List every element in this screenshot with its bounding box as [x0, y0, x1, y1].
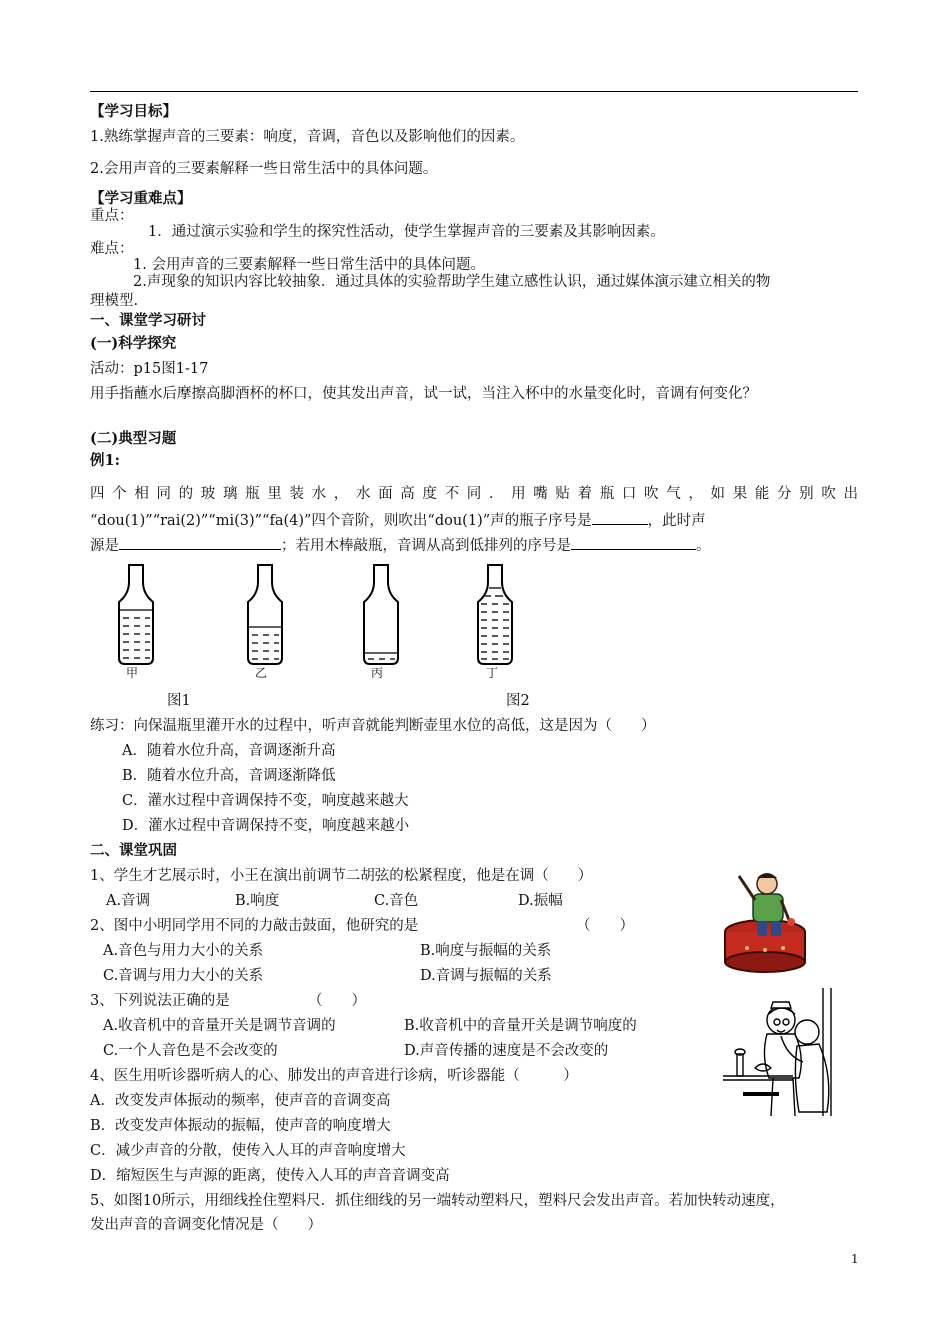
q4-text: 4、医生用听诊器听病人的心、肺发出的声音进行诊病，听诊器能（ ）: [90, 1068, 578, 1084]
bottle-ding: [478, 565, 512, 664]
q1-option-a: A.音调: [106, 893, 151, 909]
q3-option-c: C.一个人音色是不会改变的: [103, 1043, 278, 1059]
bottle-label-yi: 乙: [255, 666, 268, 680]
bottle-bing: [364, 565, 398, 664]
header-rule: [90, 91, 858, 92]
practice-option-b: B．随着水位升高，音调逐渐降低: [122, 768, 336, 784]
activity-label: 活动：p15图1-17: [90, 361, 209, 377]
figure-2-caption: 图2: [506, 693, 530, 709]
q5-line2: 发出声音的音调变化情况是（ ）: [90, 1217, 322, 1233]
q2-text: 2、图中小明同学用不同的力敲击鼓面，他研究的是: [90, 918, 419, 934]
example-line2a: “dou(1)”“rai(2)”“mi(3)”“fa(4)”四个音阶，则吹出“dou(1)”声的瓶子序号是: [90, 513, 592, 529]
bottle-ding-water: [481, 588, 509, 659]
practice-question: 练习：向保温瓶里灌开水的过程中，听声音就能判断壶里水位的高低，这是因为（ ）: [90, 718, 656, 734]
hard-label: 难点：: [90, 241, 134, 257]
q3-paren: （ ）: [308, 993, 366, 1009]
q1-option-b: B.响度: [235, 893, 280, 909]
goal-item-1: 1.熟练掌握声音的三要素：响度，音调，音色以及影响他们的因素。: [90, 129, 525, 145]
bottle-jia: [119, 565, 153, 664]
bottle-label-bing: 丙: [371, 666, 384, 680]
example-label: 例1:: [90, 452, 120, 469]
q2-paren: （ ）: [576, 918, 634, 934]
example-line3b: ；若用木棒敲瓶，音调从高到低排列的序号是: [281, 538, 571, 554]
q1-option-d: D.振幅: [518, 893, 563, 909]
activity-text: 用手指蘸水后摩擦高脚酒杯的杯口，使其发出声音，试一试，当注入杯中的水量变化时，音调有何变化？: [90, 386, 757, 402]
hard-item-1: 1. 会用声音的三要素解释一些日常生活中的具体问题。: [133, 257, 485, 273]
example-line3c: 。: [696, 538, 711, 554]
answer-blank-1[interactable]: [592, 510, 648, 525]
practice-option-d: D．灌水过程中音调保持不变，响度越来越小: [122, 818, 410, 834]
bottle-bing-water: [365, 653, 397, 659]
doctor-stethoscope-illustration: [723, 986, 843, 1121]
q3-option-a: A.收音机中的音量开关是调节音调的: [103, 1018, 336, 1034]
bottle-yi-water: [249, 627, 281, 659]
q4-option-d: D．缩短医生与声源的距离，使传入人耳的声音音调变高: [90, 1168, 450, 1184]
q4-option-a: A．改变发声体振动的频率，使声音的音调变高: [90, 1093, 391, 1109]
example-line2b: ，此时声: [647, 513, 706, 529]
bottle-label-jia: 甲: [126, 666, 139, 680]
part1-sub2: (二)典型习题: [90, 430, 177, 447]
q2-option-a: A.音色与用力大小的关系: [103, 943, 264, 959]
part1-title: 一、课堂学习研讨: [90, 312, 206, 329]
bottles-figure: [105, 560, 545, 685]
q1-text: 1、学生才艺展示时，小王在演出前调节二胡弦的松紧程度，他是在调（ ）: [90, 868, 593, 884]
q4-option-c: C．减少声音的分散，使传入人耳的声音响度增大: [90, 1143, 406, 1159]
bottle-jia-water: [120, 610, 152, 658]
hard-item-2-line2: 理模型.: [90, 293, 139, 309]
key-title: 【学习重难点】: [90, 190, 192, 207]
key-label: 重点：: [90, 208, 134, 224]
page-number: 1: [851, 1252, 859, 1266]
q2-option-d: D.音调与振幅的关系: [420, 968, 552, 984]
q5-line1: 5、如图10所示，用细线拴住塑料尺．抓住细线的另一端转动塑料尺，塑料尺会发出声音。若加快转动速度，: [90, 1193, 785, 1209]
figure-1-caption: 图1: [167, 693, 191, 709]
q3-option-d: D.声音传播的速度是不会改变的: [404, 1043, 609, 1059]
example-line3: [90, 535, 711, 555]
q3-option-b: B.收音机中的音量开关是调节响度的: [404, 1018, 637, 1034]
goal-title: 【学习目标】: [90, 103, 177, 120]
practice-option-c: C．灌水过程中音调保持不变，响度越来越大: [122, 793, 409, 809]
hard-item-2-line1: 2.声现象的知识内容比较抽象．通过具体的实验帮助学生建立感性认识，通过媒体演示建立相关的物: [133, 274, 771, 290]
example-line2: [90, 510, 706, 530]
drum-illustration: [717, 866, 817, 976]
example-line3a: 源是: [90, 538, 119, 554]
q3-text: 3、下列说法正确的是: [90, 993, 230, 1009]
bottle-label-ding: 丁: [486, 666, 499, 680]
q2-option-b: B.响度与振幅的关系: [420, 943, 552, 959]
q2-option-c: C.音调与用力大小的关系: [103, 968, 264, 984]
part1-sub1: (一)科学探究: [90, 335, 177, 352]
practice-option-a: A．随着水位升高，音调逐渐升高: [122, 743, 336, 759]
answer-blank-3[interactable]: [571, 535, 696, 550]
bottle-yi: [248, 565, 282, 664]
q1-option-c: C.音色: [374, 893, 419, 909]
part2-title: 二、课堂巩固: [90, 842, 177, 859]
answer-blank-2[interactable]: [119, 535, 281, 550]
key-item: 1．通过演示实验和学生的探究性活动，使学生掌握声音的三要素及其影响因素。: [148, 224, 665, 240]
goal-item-2: 2.会用声音的三要素解释一些日常生活中的具体问题。: [90, 161, 438, 177]
example-line1: 四个相同的玻璃瓶里装水，水面高度不同．用嘴贴着瓶口吹气，如果能分别吹出: [90, 486, 858, 502]
q4-option-b: B．改变发声体振动的振幅，使声音的响度增大: [90, 1118, 391, 1134]
